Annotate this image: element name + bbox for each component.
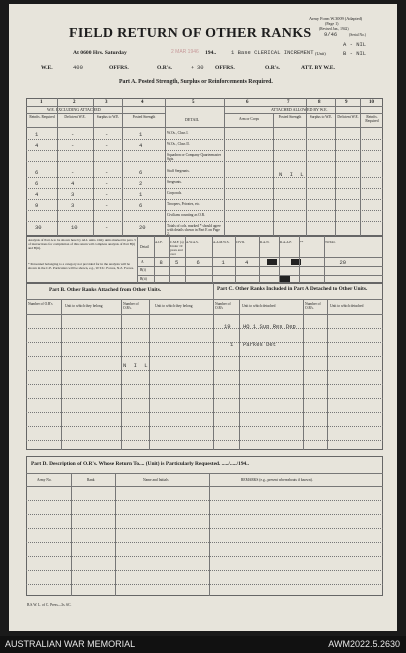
- plus-offrs-label: OFFRS.: [215, 65, 235, 71]
- part-b-col-unit-2: Unit to which they belong: [155, 304, 193, 308]
- part-c-col-unit: Unit to which detached: [242, 304, 276, 308]
- col-att-reinfts: Reinfts. Required: [365, 115, 379, 123]
- row-value: 1: [139, 191, 143, 198]
- plus-offrs-value: 30: [197, 64, 204, 71]
- form-title: FIELD RETURN OF OTHER RANKS: [69, 26, 312, 41]
- row-value: 20: [139, 224, 146, 231]
- at-hours: At 0600 Hrs. Saturday: [73, 50, 127, 56]
- analysis-header: A.W.A.S.: [186, 240, 199, 244]
- row-value: 2: [139, 180, 143, 187]
- part-b-nil: N I L: [123, 362, 150, 369]
- part-c-title: Part C. Other Ranks Included in Part A Detached to Other Units.: [217, 286, 368, 292]
- unit-label: (Unit): [315, 51, 326, 56]
- code-b: B - NIL: [343, 50, 367, 57]
- column-number: 5: [192, 100, 195, 105]
- analysis-note-2: * Personnel belonging to a category not provided for in the analysis will be shown in the C.E. Particulars will be shown, e.g., W.T.U. Forces, N.Z. Forces.: [28, 262, 134, 270]
- row-value: 4: [139, 142, 143, 149]
- col-arm-corps: Arm or Corps: [239, 117, 259, 121]
- archive-reference: AWM2022.5.2630: [328, 639, 400, 649]
- row-detail: Staff Sergeants.: [167, 169, 190, 173]
- col-surplus-we: Surplus to W.E.: [96, 115, 120, 119]
- archive-footer: [0, 636, 406, 653]
- analysis-header: CIVIL: [236, 240, 245, 244]
- row-value: 3: [71, 202, 75, 209]
- column-number: 6: [246, 100, 249, 105]
- row-detail: Corporals.: [167, 191, 183, 195]
- row-value: -: [105, 131, 109, 138]
- attached-nil-mark: N I L: [279, 171, 306, 178]
- row-value: 3: [71, 191, 75, 198]
- row-value: -: [105, 180, 109, 187]
- column-number: 7: [287, 100, 290, 105]
- part-c-col-number: Number of O.R's: [215, 302, 231, 310]
- row-value: 6: [35, 169, 39, 176]
- column-number: 9: [345, 100, 348, 105]
- redaction-block: [267, 259, 277, 265]
- we-excluding-header: W.E. EXCLUDING ATTACHED: [47, 107, 101, 112]
- col-posted-strength: Posted Strength: [132, 115, 156, 119]
- col-att-posted-strength: Posted Strength: [278, 115, 302, 119]
- column-number: 8: [318, 100, 321, 105]
- part-c-entry-num: 19: [224, 323, 231, 330]
- row-detail: Totals of cols. marked * should agree with details shown in Part E on Page 2.: [167, 224, 221, 236]
- analysis-header: C.M.F. (a) Under 19 years and over: [170, 240, 184, 256]
- attached-header: ATTACHED ALLOWED BY W.E.: [271, 107, 328, 112]
- part-c-entry-num: 1: [230, 341, 234, 348]
- date-stamp: 2 MAR 1946: [171, 49, 199, 55]
- row-detail: Squadron or Company Quartermaster Sgts.: [167, 153, 221, 161]
- we-offrs-label: OFFRS.: [109, 65, 129, 71]
- col-att-surplus: Surplus to W.E.: [309, 115, 333, 119]
- att-by-we-label: ATT. BY W.E.: [301, 65, 335, 71]
- part-c-col-number-2: Number of O.R's.: [305, 302, 321, 310]
- we-offrs-value: 400: [73, 64, 83, 71]
- column-number: 2: [73, 100, 76, 105]
- analysis-row-a: A: [141, 260, 144, 264]
- col-reinfts-required: Reinfts. Required: [29, 115, 55, 119]
- row-detail: W.Os., Class I.: [167, 131, 189, 135]
- row-value: -: [105, 169, 109, 176]
- analysis-value: 8: [159, 259, 163, 266]
- redaction-block: [280, 276, 290, 282]
- analysis-header: A.A.M.W.S.: [213, 240, 230, 244]
- plus-ors-label: O.R's.: [265, 65, 280, 71]
- row-value: 30: [35, 224, 42, 231]
- col-deficient-we: Deficient W.E.: [64, 115, 86, 119]
- plus-sign: +: [191, 65, 195, 71]
- column-number: 3: [105, 100, 108, 105]
- we-label: W.E.: [41, 65, 53, 71]
- row-value: 4: [35, 142, 39, 149]
- unit-name: 1 Base CLERICAL INCREMENT: [231, 49, 314, 56]
- row-detail: Troopers, Privates, etc.: [167, 202, 201, 206]
- row-value: -: [105, 202, 109, 209]
- col-detail: DETAIL: [185, 117, 200, 122]
- part-bc-table: [26, 283, 383, 450]
- part-b-col-number: Number of O.R's: [28, 302, 53, 306]
- part-b-col-unit: Unit to which they belong: [65, 304, 103, 308]
- row-value: -: [105, 224, 109, 231]
- analysis-value: 1: [221, 259, 225, 266]
- analysis-header: TOTAL: [325, 240, 336, 244]
- analysis-row-bi: B(i): [140, 268, 146, 272]
- part-d-table: [26, 456, 383, 596]
- part-d-col-name: Name and Initials: [143, 478, 169, 482]
- part-d-col-army-no: Army No.: [37, 478, 52, 482]
- part-a-title: Part A. Posted Strength, Surplus or Reinforcements Required.: [119, 79, 273, 85]
- part-d-col-remarks: REMARKS (e.g., present whereabouts if known).: [241, 478, 313, 482]
- analysis-value: 4: [245, 259, 249, 266]
- row-detail: W.Os., Class II.: [167, 142, 190, 146]
- row-value: 9: [35, 202, 39, 209]
- row-value: -: [105, 142, 109, 149]
- analysis-detail-label: Detail: [140, 245, 149, 249]
- col-att-deficient: Deficient W.E.: [337, 115, 359, 119]
- part-c-col-unit-2: Unit to which detached: [330, 304, 364, 308]
- column-number: 1: [40, 100, 43, 105]
- part-b-col-number-2: Number of O.R's.: [123, 302, 139, 310]
- row-value: 1: [35, 131, 39, 138]
- row-value: -: [71, 142, 75, 149]
- analysis-value: 5: [175, 259, 179, 266]
- part-b-title: Part B. Other Ranks Attached from Other Units.: [49, 287, 162, 293]
- row-value: 6: [139, 202, 143, 209]
- page-number: (Page 1): [325, 21, 339, 26]
- printer-note: B.S.W. L. of C. Press—3s. 6C.: [27, 603, 72, 607]
- column-number: 10: [369, 100, 374, 105]
- row-value: -: [105, 191, 109, 198]
- row-value: 6: [35, 180, 39, 187]
- analysis-row-bii: B(ii): [140, 277, 147, 281]
- analysis-value: 6: [196, 259, 200, 266]
- revised-date: (Revised Jan., 1942): [319, 27, 349, 31]
- part-c-entry-unit: Parkes Det: [243, 341, 277, 348]
- part-c-entry-unit: HQ 1 Sup Res Dep: [243, 323, 296, 330]
- serial-label: (Serial No.): [349, 33, 366, 37]
- row-value: -: [71, 169, 75, 176]
- row-value: 4: [71, 180, 75, 187]
- year-field: 194..: [205, 50, 217, 56]
- analysis-header: R.A.N.: [260, 240, 270, 244]
- analysis-header: A.I.F.: [155, 240, 163, 244]
- column-number: 4: [141, 100, 144, 105]
- row-value: 10: [71, 224, 78, 231]
- analysis-note: Analysis of Part A to be shown here by ALL units. Only units marked in para. 5 of instructions for compilation of this return will complete analysis of Part B(i) and B(ii).: [28, 238, 136, 250]
- serial-number: 9/46: [324, 31, 338, 38]
- analysis-header: **: [300, 240, 304, 244]
- analysis-value: 20: [339, 259, 347, 266]
- part-d-col-rank: Rank: [87, 478, 95, 482]
- analysis-header: R.A.A.F.: [280, 240, 292, 244]
- part-d-title: Part D. Description of O.R's. Whose Return To.... (Unit) is Particularly Requested. ...../...../194..: [31, 461, 249, 467]
- row-detail: Civilians counting as O.R.: [167, 213, 206, 217]
- row-value: 4: [35, 191, 39, 198]
- form-sheet: [9, 4, 397, 631]
- row-value: 6: [139, 169, 143, 176]
- army-form-number: Army Form W.3009 (Adapted): [309, 16, 363, 21]
- row-value: -: [71, 131, 75, 138]
- archive-name: AUSTRALIAN WAR MEMORIAL: [5, 639, 136, 649]
- we-ors-label: O.R's.: [157, 65, 172, 71]
- row-value: 1: [139, 131, 143, 138]
- code-a: A - NIL: [343, 41, 367, 48]
- row-detail: Sergeants.: [167, 180, 182, 184]
